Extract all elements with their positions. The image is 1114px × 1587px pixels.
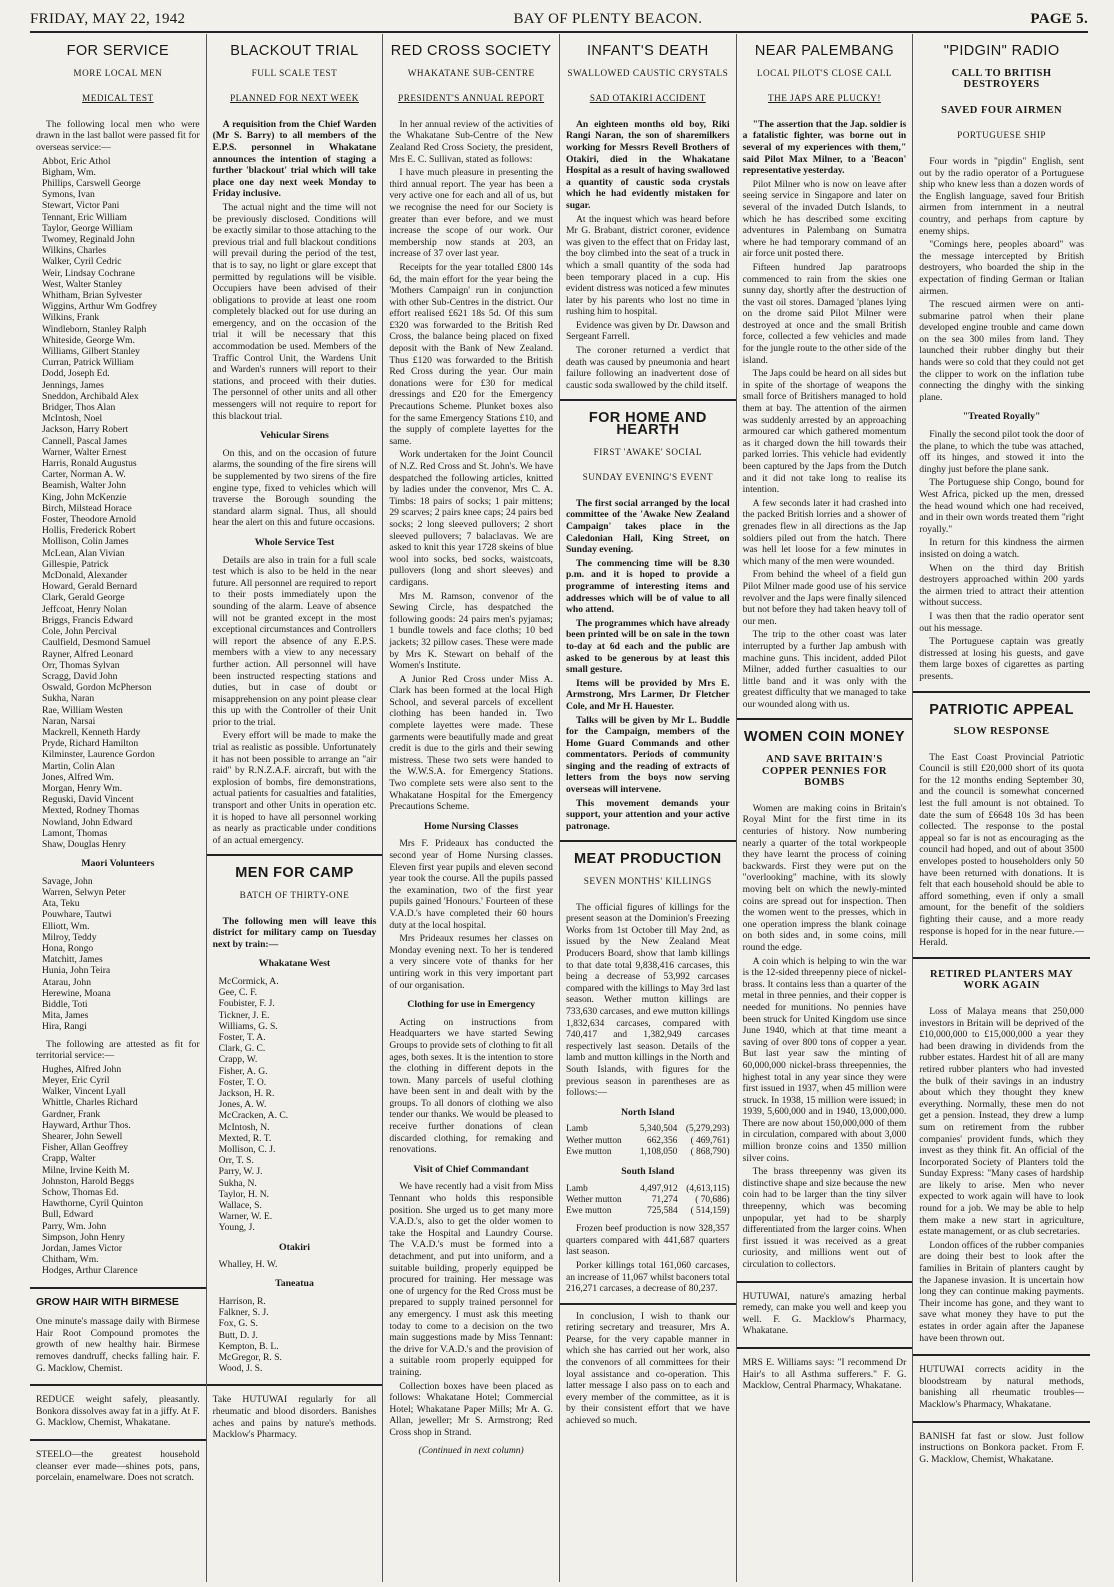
name-list-item: Birch, Milstead Horace xyxy=(42,502,132,514)
name-list-item: Wood, J. S. xyxy=(218,1363,263,1375)
name-list-item: Foster, Theodore Arnold xyxy=(42,514,137,526)
column-3 xyxy=(383,34,560,1582)
masthead-page: PAGE 5. xyxy=(1030,11,1088,27)
name-list-item: Walker, Vincent Lyall xyxy=(42,1086,126,1098)
name-list-item: Reguski, David Vincent xyxy=(42,794,134,806)
deck: SWALLOWED CAUSTIC CRYSTALS xyxy=(567,67,729,78)
column-4 xyxy=(560,34,737,1582)
name-list-item: Taylor, H. N. xyxy=(218,1188,270,1200)
name-list-item: Milne, Irvine Keith M. xyxy=(42,1164,130,1176)
name-list-item: Wilkins, Charles xyxy=(42,245,107,257)
name-list-item: Warner, Walter Ernest xyxy=(42,446,127,458)
name-list-item: Hodges, Arthur Clarence xyxy=(42,1265,138,1277)
paragraph: Acting on instructions from Headquarters we have started Sewing Groups to provide sets of clothing to fit all ages, both sexes. It is the intention to store the clothing in different depots in the town. Many parcels of useful clothing have been sent in and dealt with by the groups. To all donors of clothing we also tender our thanks. We would be pleased to receive further donations of clean discarded clothing, for remaking and renovations. xyxy=(389,1016,553,1156)
name-list-item: Martin, Colin Alan xyxy=(42,760,115,772)
paragraph: The brass threepenny was given its distinctive shape and size because the new coin had to be larger than the tiny silver threepenny, which was becoming unpopular, yet had to be sharply differentiated from the larger coins. When first issued it was received as a great curiosity, and millions went out of circulation to collectors. xyxy=(742,1166,907,1270)
name-list-item: Orr, T. S. xyxy=(218,1155,254,1167)
name-list-item: Cole, John Percival xyxy=(42,626,117,638)
table-cell: 71,274 xyxy=(651,1194,678,1205)
headline-near-palembang: NEAR PALEMBANG xyxy=(754,43,894,59)
deck: WHAKATANE SUB-CENTRE xyxy=(407,67,535,78)
name-list-item: Tickner, J. E. xyxy=(218,1009,270,1021)
deck: LOCAL PILOT'S CLOSE CALL xyxy=(756,67,892,78)
name-list-item: Whittle, Charles Richard xyxy=(42,1097,138,1109)
advert-bonkora xyxy=(913,1421,1090,1466)
name-list-item: Bull, Edward xyxy=(42,1209,94,1221)
name-list-item: Chitham, Wm. xyxy=(42,1254,99,1266)
paragraph: Women are making coins in Britain's Royal Mint for the first time in its centuries of history. Now numbering nearly a quarter of the total workpeople they have learnt the process of coining backwards. First they were put on the "overlooking" machine, with its slowly moving belt on which the newly-minted coins are spread out for inspection. Then the women went to the presses, which in one operation impress the blank coinage on both sides and, in some coins, mill round the edge. xyxy=(742,802,907,953)
deck: SEVEN MONTHS' KILLINGS xyxy=(583,876,712,887)
section-heading: "Treated Royally" xyxy=(962,411,1041,423)
advert-hutuwai xyxy=(207,1384,383,1440)
advert-heading: GROW HAIR WITH BIRMESE xyxy=(36,1295,179,1308)
paragraph: The following are attested as fit for territorial service:— xyxy=(36,1038,200,1062)
table-heading: North Island xyxy=(620,1106,675,1118)
name-list-item: Mita, James xyxy=(42,1010,89,1022)
name-list-item: Whalley, H. W. xyxy=(218,1259,278,1271)
column-5 xyxy=(737,34,914,1582)
section-heading: Visit of Chief Commandant xyxy=(413,1163,529,1175)
name-list-item: Savage, John xyxy=(42,875,93,887)
paragraph: In her annual review of the activities of the Whakatane Sub-Centre of the New Zealand Red Cross Society, the president, Mrs E. C. Sullivan, stated as follows: xyxy=(389,118,553,165)
masthead xyxy=(30,8,1088,33)
name-list-item: Hayward, Arthur Thos. xyxy=(42,1119,131,1131)
headline-pidgin-radio: "PIDGIN" RADIO xyxy=(943,43,1060,59)
paragraph: Collection boxes have been placed as follows: Whakatane Hotel; Commercial Hotel; Whakatane Paper Mills; Mr A. G. Allan, jeweller; Mr S. Armstrong; Red Cross shop in Strand. xyxy=(389,1380,553,1438)
name-list-item: Atarau, John xyxy=(42,976,92,988)
name-list xyxy=(213,1259,377,1270)
name-list-item: Taylor, George William xyxy=(42,222,133,234)
paragraph: Evidence was given by Dr. Dawson and Sergeant Farrell. xyxy=(565,319,730,343)
name-list-item: Caulfield, Desmond Samuel xyxy=(42,637,151,649)
place-heading: Taneatua xyxy=(275,1278,314,1290)
name-list-item: Biddle, Toti xyxy=(42,998,88,1010)
paragraph: The official figures of killings for the present season at the Dominion's Freezing Works from 1st October till May 2nd, as issued by the New Zealand Meat Producers Board, show that lamb killings to that date total 9,838,416 carcases, this being a decrease of 53,992 carcases compared with the killings to May 3rd last season. Wether mutton killings are 733,630 carcases, and ewe mutton killings 1,832,634 carcases, compared with 740,417 and 1,382,949 carcases respectively last season. Details of the lamb and mutton killings in the North and South Islands, with figures for the previous season in parentheses are as follows:— xyxy=(565,901,730,1099)
name-list-item: Rae, William Westen xyxy=(42,704,123,716)
table-cell: 725,584 xyxy=(647,1205,678,1216)
table-cell: 5,340,504 xyxy=(639,1124,678,1135)
name-list xyxy=(36,876,200,1033)
name-list-item: Symons, Ivan xyxy=(42,189,95,201)
table-row xyxy=(566,1136,730,1147)
name-list-item: Gillespie, Patrick xyxy=(42,558,109,570)
paragraph: At the inquest which was heard before Mr G. Brabant, district coroner, evidence was given to the effect that on Friday last, the boy climbed into the seat of a truck in which a small quantity of the soda had been temporary placed in a cup. His evident distress was noticed a few minutes later by his parents who lost no time in rushing him to hospital. xyxy=(565,213,730,318)
name-list-item: Morgan, Henry Wm. xyxy=(42,782,123,794)
advert-text: STEELO—the greatest household cleanser ever made—shines pots, pans, porcelain, enamelware. Does not scratch. xyxy=(36,1448,200,1484)
name-list-item: Wilkins, Frank xyxy=(42,312,100,324)
paragraph: Loss of Malaya means that 250,000 investors in Britain will be deprived of the £10,000,000 to £15,000,000 a year they had been drawing in dividends from the rubber estates. Hardest hit of all are many retired rubber planters who had invested the bulk of their savings in an industry about which they thought they knew everything. Normally, these men do not get a pension. Instead, they drew a lump sum on retirement from the rubber companies' provident funds, which they invest as they think fit. An official of the Incorporated Society of Planters told the Sunday Express: "Many cases of hardship are likely to arise. Men who never expected to work again will have to look round for a job. We may be able to help them make a new start in agriculture, estate management, or as club secretaries. xyxy=(919,1005,1084,1238)
advert-text: HUTUWAI corrects acidity in the bloodstream by natural methods, banishing all rheumatic troubles—Macklow's Pharmacy, Whakatane. xyxy=(919,1364,1084,1410)
headline-meat-production: MEAT PRODUCTION xyxy=(574,851,722,868)
paragraph: Receipts for the year totalled £800 14s 6d, the main effort for the year being the 'Mothers Campaign' run in conjunction with other Sub-Centres in the district. Our effort realised £621 18s 5d. Of this sum £320 was forwarded to the British Red Cross, the balance being placed on fixed deposit with the Bank of New Zealand. Thus £120 was forwarded to the British Red Cross during the year. Our main donations were for £30 for medical dressings and £20 for the Emergency Precautions Scheme. Plunket boxes also for the same Emergency Stations £10, and the supply of complete layettes for the same. xyxy=(389,261,553,447)
name-list-item: Dodd, Joseph Ed. xyxy=(42,368,110,380)
paragraph: This movement demands your support, your attention and your active patronage. xyxy=(565,797,730,832)
name-list-item: Mexted, R. T. xyxy=(218,1132,272,1144)
table-row xyxy=(566,1206,730,1217)
headline-patriotic-appeal: PATRIOTIC APPEAL xyxy=(929,701,1074,718)
name-list-item: Young, J. xyxy=(218,1222,255,1234)
name-list-item: Wiggins, Arthur Wm Godfrey xyxy=(42,301,158,313)
name-list-item: Kilminster, Laurence Gordon xyxy=(42,749,155,761)
deck: MORE LOCAL MEN xyxy=(73,67,163,78)
name-list-item: McIntosh, N. xyxy=(218,1121,270,1133)
name-list-item: McDonald, Alexander xyxy=(42,570,128,582)
column-6 xyxy=(913,34,1090,1582)
deck: PLANNED FOR NEXT WEEK xyxy=(230,93,359,104)
name-list-item: Simpson, John Henry xyxy=(42,1231,125,1243)
lead-paragraph: A requisition from the Chief Warden (Mr S. Barry) to all members of the E.P.S. personnel in Whakatane announces the intention of staging a further 'blackout' trial which will take place one day next week Monday to Friday inclusive. xyxy=(212,118,377,200)
table-row xyxy=(566,1147,730,1158)
name-list-item: Elliott, Wm. xyxy=(42,920,90,932)
advert-text: REDUCE weight safely, pleasantly. Bonkora dissolves away fat in a jiffy. At F. G. Macklow, Chemist, Whakatane. xyxy=(36,1394,200,1429)
name-list-item: Naran, Narsai xyxy=(42,715,96,727)
name-list-item: Mexted, Rodney Thomas xyxy=(42,805,140,817)
lead-paragraph: The following men will leave this district for military camp on Tuesday next by train:— xyxy=(212,915,377,950)
advert-text: MRS E. Williams says: "I recommend Dr Hair's to all Asthma sufferers." F. G. Macklow, Central Pharmacy, Whakatane. xyxy=(742,1356,907,1392)
deck: SLOW RESPONSE xyxy=(953,726,1050,738)
name-list-item: Wallace, S. xyxy=(218,1200,262,1212)
table-cell: (5,279,293) xyxy=(685,1124,730,1135)
paragraph: A few seconds later it had crashed into the packed British lorries and a shower of grenades flew in all directions as the Jap soldiers piled out from the hatch. There was hell let loose for a few minutes in which many of the men were wounded. xyxy=(742,497,907,567)
killings-table-north xyxy=(566,1124,730,1158)
advert-steelo xyxy=(30,1439,206,1484)
name-list-item: Windleborn, Stanley Ralph xyxy=(42,323,147,335)
section-heading: Whole Service Test xyxy=(254,536,335,548)
table-cell: ( 514,159) xyxy=(690,1205,730,1216)
name-list-item: Tennant, Eric William xyxy=(42,211,127,223)
headline-home-and-hearth: FOR HOME AND HEARTH xyxy=(588,410,707,439)
name-list-item: Carter, Norman A. W. xyxy=(42,469,126,481)
name-list-item: Mackrell, Kenneth Hardy xyxy=(42,726,141,738)
name-list-item: Shearer, John Sewell xyxy=(42,1131,123,1142)
name-list-item: Sukha, N. xyxy=(218,1177,257,1189)
paragraph: Mrs F. Prideaux has conducted the second year of Home Nursing classes. Eleven first year pupils and eleven second year took the course. All the pupils passed the examination, two of the first year pupils gained 'Honours.' Fourteen of these V.A.D.'s have completed their 60 hours duty at the local hospital. xyxy=(389,838,553,931)
paragraph: In conclusion, I wish to thank our retiring secretary and treasurer, Mrs A. Pearse, for the very capable manner in which she has carried out her work, also the convenors of all committees for their loyal assistance and co-operation. This latter message I also pass on to each and every member of the committee, as it is by their consistent effort that we have achieved so much. xyxy=(565,1310,730,1427)
name-list-item: Ata, Teku xyxy=(42,898,80,910)
paragraph: On this, and on the occasion of future alarms, the sounding of the fire sirens will be supplemented by two sirens of the fire engine type, fixed to vehicles which will traverse the Borough sounding the standard alarm signal. Thus, all should hear the alert on this and future occasions. xyxy=(212,447,377,529)
name-list-item: Hollis, Frederick Robert xyxy=(42,525,136,537)
paragraph: Fifteen hundred Jap paratroops commenced to rain from the skies one sunny day, shortly after the destruction of the vast oil stores. Damaged 'planes lying on the drome said Pilot Milner were destroyed at once and the small British force, collected a few vehicles and made for the jungle route to the other side of the island. xyxy=(742,261,907,366)
name-list-item: Fisher, Allan Geoffrey xyxy=(42,1142,129,1154)
name-list-item: Parry, Wm. John xyxy=(42,1220,107,1232)
divider xyxy=(560,399,736,401)
divider xyxy=(913,957,1090,959)
name-list-item: Lamont, Thomas xyxy=(42,827,108,839)
name-list-item: Curran, Patrick William xyxy=(42,357,134,369)
paragraph: Every effort will be made to make the trial as realistic as possible. Unfortunately it has not been possible to arrange an "air raid" by R.N.Z.A.F. aircraft, but with the explosion of bombs, fire demonstrations, actual patients for casualties and fatalities, transport and other Units in operation etc. it is hoped to have all personnel working as nearly as practicable under conditions of an actual emergency. xyxy=(212,730,377,846)
name-list-item: Nowland, John Edward xyxy=(42,816,133,828)
name-list-item: Jennings, James xyxy=(42,379,104,391)
advert-asthma xyxy=(737,1347,913,1392)
table-cell: Wether mutton xyxy=(565,1194,622,1205)
name-list xyxy=(213,976,377,1234)
headline-for-service: FOR SERVICE xyxy=(66,43,170,59)
name-list-item: Hunia, John Teira xyxy=(42,965,111,977)
deck: SUNDAY EVENING'S EVENT xyxy=(582,472,713,483)
deck: FULL SCALE TEST xyxy=(251,67,338,78)
paragraph: The trip to the other coast was later interrupted by a further Jap ambush with machine guns. This incident, added Pilot Milner, added further casualties to our little band and it was only with the greatest difficulty that we managed to take our wounded along with us. xyxy=(742,629,907,710)
name-list-item: Phillips, Carswell George xyxy=(42,177,141,189)
paragraph: Porker killings total 161,060 carcases, an increase of 11,067 whilst baconers total 216,271 carcases, a decrease of 80,237. xyxy=(565,1259,730,1295)
name-list-item: McGregor, R. S. xyxy=(218,1352,282,1364)
name-list-item: Clark, Gerald George xyxy=(42,592,125,604)
deck: THE JAPS ARE PLUCKY! xyxy=(768,93,881,104)
name-list-item: Matchitt, James xyxy=(42,954,103,966)
divider xyxy=(207,854,383,856)
deck: PRESIDENT'S ANNUAL REPORT xyxy=(398,93,545,104)
paragraph: The commencing time will be 8.30 p.m. and it is hoped to provide a programme of interesting items and addresses which will be of value to all who attend. xyxy=(565,557,730,616)
name-list xyxy=(213,1296,377,1374)
name-list-item: Orr, Thomas Sylvan xyxy=(42,659,120,671)
paragraph: "Comings here, peoples aboard" was the message intercepted by British destroyers, who boarded the ship in the expectation of finding German or Italian airmen. xyxy=(919,239,1084,297)
deck: BATCH OF THIRTY-ONE xyxy=(239,890,350,900)
lead-paragraph: An eighteen months old boy, Riki Rangi Naran, the son of sharemilkers working for Messrs Revell Brothers of Otakiri, died in the Whakatane Hospital as a result of having swallowed a quantity of caustic soda crystals which he had evidently mistaken for sugar. xyxy=(565,118,730,211)
name-list-item: Foubister, F. J. xyxy=(218,998,275,1010)
headline-blackout-trial: BLACKOUT TRIAL xyxy=(230,43,359,59)
name-list-item: Johnston, Harold Beggs xyxy=(42,1175,134,1187)
name-list-item: Mollison, C. J. xyxy=(218,1144,276,1156)
name-list-item: Butt, D. J. xyxy=(218,1329,258,1341)
name-list-item: Stewart, Victor Pani xyxy=(42,200,120,212)
name-list-item: Crapp, Walter xyxy=(42,1153,96,1165)
lead-paragraph: "The assertion that the Jap. soldier is a fatalistic fighter, was borne out in several of my experiences with them," said Pilot Max Milner, to a 'Beacon' representative yesterday. xyxy=(742,118,907,177)
paragraph: The Japs could be heard on all sides but in spite of the shortage of weapons the small force of Britishers managed to hold them at bay. The attention of the airmen was suddenly arrested by an approaching armoured car which gathered momentum as it charged down the hill towards their parked lorries. This vehicle had evidently been captured by the Japs from the Dutch and it did not take long to realise its intention. xyxy=(742,368,907,496)
name-list xyxy=(36,1064,200,1277)
name-list-item: Shaw, Douglas Henry xyxy=(42,838,126,850)
name-list-item: Gardner, Frank xyxy=(42,1108,101,1120)
column-1 xyxy=(30,34,207,1582)
table-cell: 662,356 xyxy=(646,1135,678,1146)
name-list-item: Clark, G. C. xyxy=(218,1043,266,1055)
name-list-item: Oswald, Gordon McPherson xyxy=(42,682,152,694)
paragraph: The first social arranged by the local committee of the 'Awake New Zealand Campaign' takes place in the Caledonian Hall, King Street, on Sunday evening. xyxy=(565,497,730,556)
paragraph: Mrs Prideaux resumes her classes on Monday evening next. To her is tendered a very sincere vote of thanks for her untiring work in this very important part of our organisation. xyxy=(389,933,553,991)
divider xyxy=(913,691,1090,693)
paragraph: Finally the second pilot took the door of the plane, to which the tube was attached, off its hinges, and stowed it into the dinghy just before the plane sank. xyxy=(919,429,1084,475)
paragraph: Pilot Milner who is now on leave after seeing service in Singapore and later on several of the invaded Dutch Islands, to which he has described some exciting adventures in Palembang on Sumatra where he had temporary command of an air force unit posted there. xyxy=(742,178,907,260)
paragraph: The Portuguese ship Congo, bound for West Africa, picked up the men, dressed the head wound which one had received, and in their own words treated them "right royally." xyxy=(919,477,1084,535)
paragraph: Talks will be given by Mr L. Buddle for the Campaign, members of the Home Guard Commands and other commentators. Periods of community singing and the reading of extracts of letters from the boys now serving overseas will intervene. xyxy=(565,714,730,796)
name-list-item: West, Walter Stanley xyxy=(42,278,123,290)
name-list-item: Rayner, Alfred Leonard xyxy=(42,648,133,660)
table-cell: ( 70,686) xyxy=(695,1194,730,1205)
name-list-item: Whiteside, George Wm. xyxy=(42,334,135,346)
section-heading: Vehicular Sirens xyxy=(260,430,329,442)
paragraph: The rescued airmen were on anti-submarine patrol when their plane developed engine trouble and came down on the sea 300 miles from land. They launched their rubber dinghy but their hands were so cold that they could not get the clipper to work on the inflation tube connecting the dinghy with the sinking plane. xyxy=(919,299,1084,403)
name-list-item: Twomey, Reginald John xyxy=(42,233,135,245)
name-list-item: Bigham, Wm. xyxy=(42,166,96,178)
table-cell: Lamb xyxy=(565,1124,588,1135)
deck: FIRST 'AWAKE' SOCIAL xyxy=(593,446,702,457)
name-list-item: Jackson, H. R. xyxy=(218,1088,275,1099)
paragraph: From behind the wheel of a field gun Pilot Milner made good use of his service revolver and the Japs were finally silenced but not before they had taken heavy toll of our men. xyxy=(742,569,907,627)
name-list-item: Crapp, W. xyxy=(218,1054,258,1066)
place-heading: Whakatane West xyxy=(258,958,331,970)
name-list-item: Pouwhare, Tautwi xyxy=(42,909,112,921)
name-list-item: Fisher, A. G. xyxy=(218,1065,268,1077)
name-list-item: Harris, Ronald Augustus xyxy=(42,458,137,470)
paragraph: We have recently had a visit from Miss Tennant who holds this responsible position. She urged us to get many more V.A.D.'s, also to get the older women to take the Hospital and Laundry Course. The V.A.D.'s must be formed into a detachment, and put into uniform, and a suitable building, properly equipped be procured for training. Her message was one of urgency for the Red Cross must be prepared to supply trained personnel for any emergency. I must ask this meeting today to come to a decision on the two main suggestions made by Miss Tennant: the drive for V.A.D.'s and the provision of a suitable room properly equipped for training. xyxy=(389,1181,553,1378)
continued-note: (Continued in next column) xyxy=(418,1444,524,1456)
advert-text: Take HUTUWAI regularly for all rheumatic and blood disorders. Banishes aches and pains by nature's methods. Macklow's Pharmacy. xyxy=(212,1394,377,1441)
name-list-item: King, John McKenzie xyxy=(42,491,127,503)
advert-bonkora xyxy=(30,1384,206,1429)
columns xyxy=(30,34,1090,1582)
paragraph: Mrs M. Ramson, convenor of the Sewing Circle, has despatched the following goods: 24 pairs men's pyjamas; 1 bundle towels and face cloths; 10 bed jackets; 32 pillow cases. These were made by Mrs K. Stewart on behalf of the Women's Institute. xyxy=(389,590,553,672)
name-list-item: Briggs, Francis Edward xyxy=(42,614,133,626)
name-list-item: Weir, Lindsay Cochrane xyxy=(42,267,135,279)
advert-birmese xyxy=(30,1287,206,1375)
deck: AND SAVE BRITAIN'S COPPER PENNIES FOR BOMBS xyxy=(761,754,887,789)
table-cell: 1,108,050 xyxy=(639,1146,678,1157)
name-list-item: Cannell, Pascal James xyxy=(42,435,127,447)
advert-text: HUTUWAI, nature's amazing herbal remedy, can make you well and keep you well. F. G. Macklow's Pharmacy, Whakatane. xyxy=(742,1290,907,1337)
divider xyxy=(737,718,913,720)
name-list-item: Williams, G. S. xyxy=(218,1020,278,1032)
name-list-item: Schow, Thomas Ed. xyxy=(42,1187,119,1199)
table-row xyxy=(566,1195,730,1206)
name-list xyxy=(36,156,200,851)
divider xyxy=(560,1303,736,1305)
paragraph: When on the third day British destroyers approached within 200 yards the airmen tried to attract their attention without success. xyxy=(919,562,1084,609)
masthead-title: BAY OF PLENTY BEACON. xyxy=(513,11,703,27)
name-list-item: Hira, Rangi xyxy=(42,1021,87,1033)
paragraph: Details are also in train for a full scale test which is also to be held in the near future. All personnel are required to report to their posts immediately upon the sounding of the alarm. Leave of absence will not be granted except in the most exceptional circumstances and Controllers will report the absence of any E.P.S. members with a view to any necessary further action. All personnel will have been instructed respecting stations and duties, but in case of doubt or misapprehension on any point please clear this up with the Controller of their Unit prior to the trial. xyxy=(212,554,377,728)
name-list-item: Beamish, Walter John xyxy=(42,480,127,492)
deck: MEDICAL TEST xyxy=(82,93,154,104)
paragraph: The actual night and the time will not be previously disclosed. Conditions will be exactly similar to those attaching to the previous trial and full blackout conditions will prevail during the period of the test, that is to say, no light or glare except that permitted by regulations will be visible. Occupiers have been advised of their obligations to provide at least one room completely blacked out for use during an emergency, and on the occasion of the trial it will be necessary that this accommodation be used. Members of the Traffic Control Unit, the Wardens Unit and Warden's runners will report to their stations, and proceed with their duties. The personnel of other units and all other messengers will not require to report for this blackout trial. xyxy=(212,201,377,422)
name-list-item: Hughes, Alfred John xyxy=(42,1063,122,1075)
deck: RETIRED PLANTERS MAY WORK AGAIN xyxy=(930,968,1074,992)
table-cell: ( 868,790) xyxy=(690,1146,730,1157)
table-cell: ( 469,761) xyxy=(690,1135,730,1146)
advert-hutuwai xyxy=(913,1354,1090,1410)
paragraph: I have much pleasure in presenting the third annual report. The year has been a very active one for each and all of us, but we recognise the need for our Society is greater than ever before, and we must increase the scope of our work. Our membership now stands at 203, an increase of 37 over last year. xyxy=(389,167,553,260)
advert-text: BANISH fat fast or slow. Just follow instructions on Bonkora packet. From F. G. Macklow, Chemist, Whakatane. xyxy=(919,1430,1084,1465)
name-list-item: McIntosh, Noel xyxy=(42,413,103,425)
table-row xyxy=(566,1124,730,1135)
paragraph: In return for this kindness the airmen insisted on doing a watch. xyxy=(919,537,1084,560)
table-cell: 4,497,912 xyxy=(640,1183,678,1194)
masthead-date: FRIDAY, MAY 22, 1942 xyxy=(30,11,186,27)
name-list-item: Parry, W. J. xyxy=(218,1166,263,1178)
name-list-item: Fox, G. S. xyxy=(218,1318,258,1330)
paragraph: The programmes which have already been printed will be on sale in the town to-day at 6d each and the public are asked to be generous by at least this small gesture. xyxy=(565,617,730,676)
headline-red-cross: RED CROSS SOCIETY xyxy=(390,43,552,59)
name-list-item: Hona, Rongo xyxy=(42,942,94,954)
name-list-item: Pryde, Richard Hamilton xyxy=(42,738,139,750)
name-list-item: Williams, Gilbert Stanley xyxy=(42,346,140,358)
deck: SAD OTAKIRI ACCIDENT xyxy=(589,93,706,104)
table-row xyxy=(566,1184,730,1195)
deck: CALL TO BRITISH DESTROYERS xyxy=(951,67,1052,91)
headline-infants-death: INFANT'S DEATH xyxy=(586,43,709,59)
advert-hutuwai xyxy=(737,1281,913,1337)
name-list-item: Jordan, James Victor xyxy=(42,1243,122,1255)
table-cell: Ewe mutton xyxy=(565,1205,612,1216)
name-list-item: Falkner, S. J. xyxy=(218,1307,269,1319)
paragraph: Four words in "pigdin" English, sent out by the radio operator of a Portuguese ship who knew less than a dozen words of the English language, saved four British airmen from internment in a neutral country, and perhaps from capture by enemy ships. xyxy=(919,155,1084,237)
name-list-item: Sukha, Naran xyxy=(42,693,95,705)
name-list-item: Jeffcoat, Henry Nolan xyxy=(42,603,127,615)
name-list-item: Milroy, Teddy xyxy=(42,931,97,943)
section-heading: Home Nursing Classes xyxy=(424,820,519,832)
table-heading: South Island xyxy=(621,1165,675,1177)
name-list-item: Jones, Alfred Wm. xyxy=(42,771,114,783)
advert-text: One minute's massage daily with Birmese Hair Root Compound promotes the growth of new healthy hair. Birmese removes dandruff, checks falling hair. F. G. Macklow, Chemist. xyxy=(36,1316,200,1374)
paragraph: The coroner returned a verdict that death was caused by pneumonia and heart failure following an inadvertent dose of caustic soda swallowed by the child itself. xyxy=(565,345,730,391)
table-cell: Ewe mutton xyxy=(565,1146,612,1157)
name-list-item: Foster, T. A. xyxy=(218,1031,266,1043)
name-list-item: Foster, T. O. xyxy=(218,1076,267,1088)
section-heading: Clothing for use in Emergency xyxy=(407,999,535,1011)
name-list-item: Scragg, David John xyxy=(42,670,118,682)
name-list-item: McCracken, A. C. xyxy=(218,1110,289,1122)
name-list-item: Abbot, Eric Athol xyxy=(42,155,111,167)
name-list-item: Meyer, Eric Cyril xyxy=(42,1074,110,1086)
paragraph: The East Coast Provincial Patriotic Council is still £20,000 short of its quota for the 12 months ending September 30, and the council is somewhat concerned lest the full amount is not obtained. To date the sum of £6648 10s 3d has been collected. The response to the postal appeal so far is not as encouraging as the council had hoped, and out of about 3500 envelopes posted to householders only 50 have been returned with donations. It is felt that each household should be able to afford something, even if only a small amount, for the benefit of the soldiers fighting their cause, and a more ready response is hoped for in the near future.—Herald. xyxy=(919,751,1084,949)
paragraph: London offices of the rubber companies are doing their best to look after the families in Britain of planters caught by the Japanese invasion. It is uncertain how long they can continue making payments. Their income has gone, and they want to save what money they have to put the estates in order again after the Japanese have been thrown out. xyxy=(919,1239,1084,1344)
name-list-item: Howard, Gerald Bernard xyxy=(42,581,138,593)
name-list-item: Sneddon, Archibald Alex xyxy=(42,390,139,402)
table-cell: (4,613,115) xyxy=(686,1183,730,1194)
paragraph: The following local men who were drawn in the last ballot were passed fit for overseas service:— xyxy=(36,118,200,153)
name-list-item: Kempton, B. L. xyxy=(218,1340,279,1352)
name-list-item: Warren, Selwyn Peter xyxy=(42,886,126,898)
paragraph: Work undertaken for the Joint Council of N.Z. Red Cross and St. John's. We have despatched the following articles, knitted by ladies under the convenor, Mrs C. A. Timbs: 18 pairs of socks; 1 pair mittens; 29 scarves; 2 pairs knee caps; 24 pairs bed socks; 2 long sleeved pullovers; 2 short sleeved pullovers; 7 balaclavas. We are asked to knit this year 1728 skeins of blue wool into socks, bed socks, waistcoats, pullovers (long and short sleeves) and cardigans. xyxy=(389,449,553,588)
name-list-item: Herewine, Moana xyxy=(42,987,111,999)
paragraph: A coin which is helping to win the war is the 12-sided threepenny piece of nickel-brass. It contains less than a quarter of the metal in three pennies, and their copper is needed for munitions. No pennies have been struck for United Kingdom use since June 1940, which at that time meant a saving of over 800 tons of copper a year. But last year saw the minting of 60,000,000 nickel-brass threepennies, the highest total in any year since they were first issued in 1937, when 45 million were struck. In 1938, 15 million were issued; in 1939, 5,600,000 and in 1940, 13,000,000. There are now about 150,000,000 of them in circulation, compared with about 3,000 million bronze coins and 1350 million silver coins. xyxy=(742,955,907,1164)
place-heading: Otakiri xyxy=(278,1241,310,1253)
name-list-item: Warner, W. E. xyxy=(218,1211,273,1223)
paragraph: I was then that the radio operator sent out his message. xyxy=(919,610,1084,634)
name-list-item: Jones, A. W. xyxy=(218,1099,267,1111)
name-list-item: Harrison, R. xyxy=(218,1296,266,1308)
deck: SAVED FOUR AIRMEN xyxy=(941,104,1063,116)
paragraph: Frozen beef production is now 328,357 quarters compared with 441,687 quarters last season. xyxy=(565,1223,730,1258)
killings-table-south xyxy=(566,1184,730,1218)
section-heading: Maori Volunteers xyxy=(81,858,155,870)
name-list-item: Mollison, Colin James xyxy=(42,536,129,548)
paragraph: Items will be provided by Mrs E. Armstrong, Mrs Larmer, Dr Fletcher Cole, and Mr H. Hauester. xyxy=(565,677,730,712)
name-list-item: Bridger, Thos Alan xyxy=(42,402,116,414)
paragraph: The Portuguese captain was greatly distressed at losing his guests, and gave them large boxes of cigarettes as parting presents. xyxy=(919,636,1084,682)
name-list-item: McCormick, A. xyxy=(218,975,279,987)
headline-women-coin-money: WOMEN COIN MONEY xyxy=(743,729,905,746)
name-list-item: Walker, Cyril Cedric xyxy=(42,256,122,268)
table-cell: Wether mutton xyxy=(565,1135,622,1146)
name-list-item: Jackson, Harry Robert xyxy=(42,424,129,436)
paragraph: A Junior Red Cross under Miss A. Clark has been formed at the local High School, and several parcels of excellent clothing has been handed in. Two complete layettes were made. These garments were beautifully made and great credit is due to the girls and their sewing mistress. These two sets were handed to the W.W.S.A. for Emergency Stations. Two complete sets were also sent to the Whakatane Hospital for the Emergency Precautions Scheme. xyxy=(389,673,553,813)
deck: PORTUGUESE SHIP xyxy=(957,130,1047,141)
table-cell: Lamb xyxy=(565,1183,588,1194)
name-list-item: McLean, Alan Vivian xyxy=(42,547,125,559)
column-2 xyxy=(207,34,384,1582)
headline-men-for-camp: MEN FOR CAMP xyxy=(235,865,354,882)
name-list-item: Hawthorne, Cyril Quinton xyxy=(42,1198,143,1210)
name-list-item: Gee, C. F. xyxy=(218,987,258,999)
divider xyxy=(560,840,736,842)
name-list-item: Whitham, Brian Sylvester xyxy=(42,290,142,301)
